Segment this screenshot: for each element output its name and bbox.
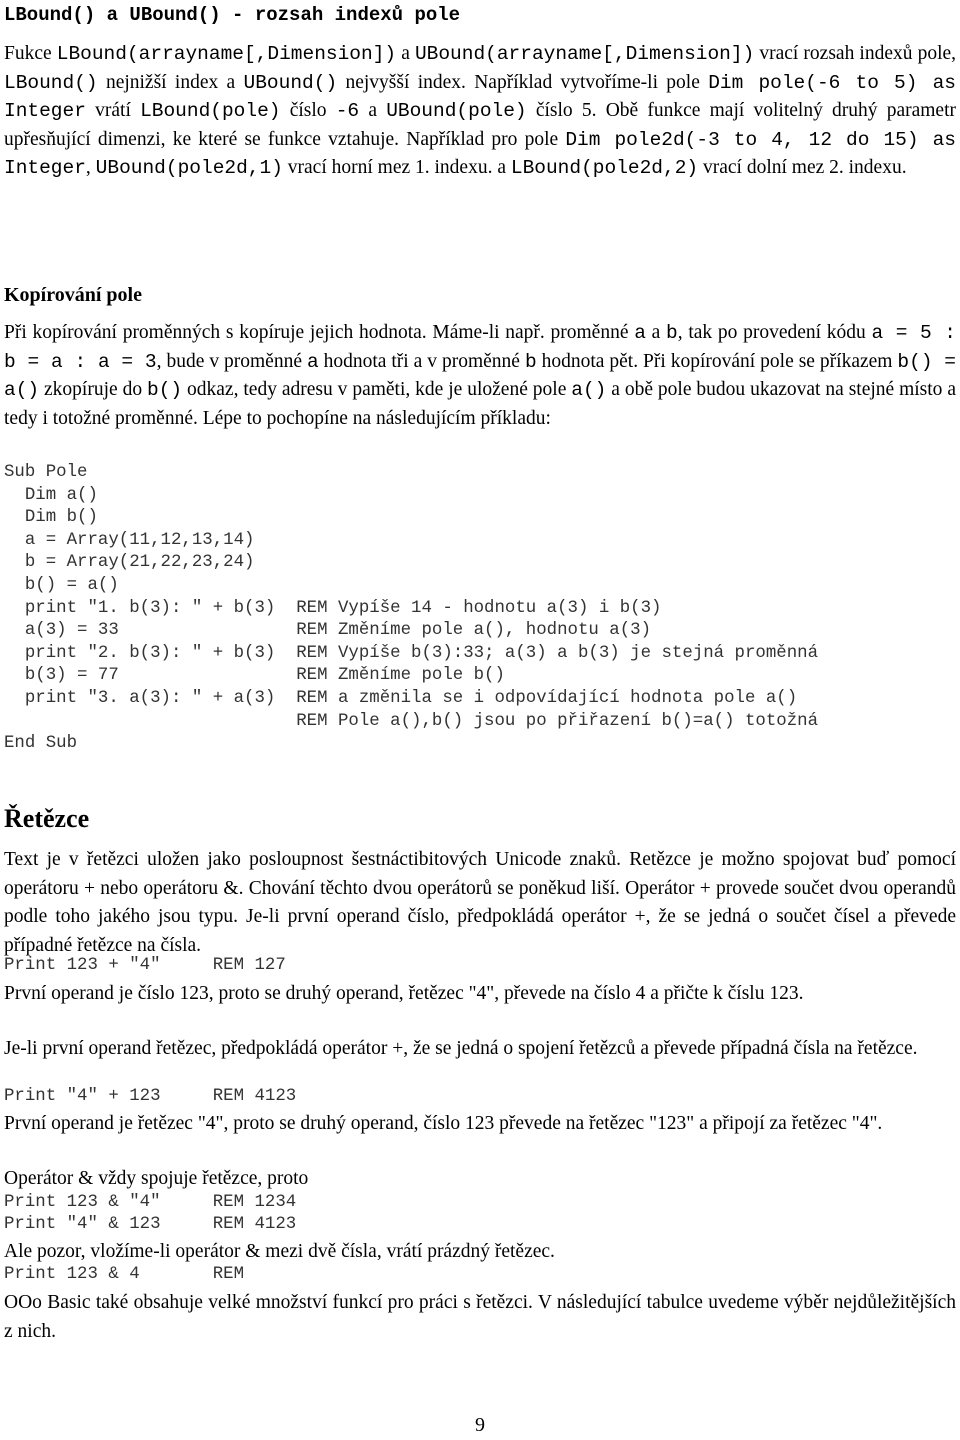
inline-code: a = 5 : b = a : a = 3 [4, 322, 956, 373]
text-run: hodnota tři a v proměnné [318, 350, 525, 372]
inline-code: UBound() [243, 71, 338, 94]
inline-code: Dim pole2d(-3 to 4, 12 do 15) as Integer [4, 128, 956, 179]
text-run: zkopíruje do [39, 379, 147, 400]
text-run: vrací dolní mez 2. indexu. [698, 157, 907, 178]
code-line: REM Pole a(),b() jsou po přiřazení b()=a() totožná [4, 711, 819, 731]
inline-code: LBound() [4, 71, 98, 94]
code-line: b() = a() [4, 575, 119, 595]
inline-code: -6 [335, 100, 360, 122]
text-run: hodnota pět. Při kopírování pole se příkazem [536, 350, 898, 372]
page-number: 9 [475, 1414, 485, 1436]
paragraph-first-operand-string: Je-li první operand řetězec, předpokládá operátor +, že se jedná o spojení řetězců a převede případná čísla na řetězce. [4, 1038, 918, 1059]
code-line: b(3) = 77 REM Změníme pole b() [4, 666, 505, 686]
text-run: odkaz, tedy adresu v paměti, kde je uložené pole [182, 379, 572, 400]
text-run: Fukce [4, 43, 57, 64]
code-line: Sub Pole [4, 463, 88, 482]
code-line: Dim a() [4, 485, 98, 505]
text-run: a [645, 322, 667, 343]
inline-code: b [524, 350, 537, 373]
code-line: a(3) = 33 REM Změníme pole a(), hodnotu a(3) [4, 621, 652, 641]
code-line: print "3. a(3): " + a(3) REM a změnila se i odpovídající hodnota pole a() [4, 688, 798, 708]
text-run: číslo 5. Obě funkce mají volitelný druhý parametr upřesňující dimenzi, ke které se funkce vztahuje. Například pro pole [4, 100, 956, 150]
text-run: nejvyšší index. Například vytvoříme-li pole [337, 71, 709, 93]
code-line-plus-number: Print 123 + "4" REM 127 [4, 956, 286, 975]
code-block-sub-pole [4, 462, 956, 756]
paragraph-retezce-intro: Text je v řetězci uložen jako posloupnost šestnáctibitových Unicode znaků. Retězce je možno spojovat buď pomocí operátoru + nebo operátoru &. Chování těchto dvou operátorů se poněkud liší. Operátor + provede součet dvou operandů podle toho jakého jsou typu. Je-li první operand číslo, předpokládá operátor +, že se jedná o součet čísel a převede případné řetězce na čísla. [4, 849, 956, 956]
paragraph-kopirovani-pole [4, 319, 956, 433]
inline-code: b() [147, 379, 183, 401]
paragraph-string-concat: První operand je řetězec "4", proto se druhý operand, číslo 123 převede na řetězec "123" a připojí za řetězec "4". [4, 1113, 883, 1134]
inline-code: UBound(arrayname[,Dimension]) [414, 43, 755, 65]
code-line: b = Array(21,22,23,24) [4, 553, 255, 573]
inline-code: b() = a() [4, 350, 957, 401]
section-title-lbound-ubound: LBound() a UBound() - rozsah indexů pole [4, 4, 461, 26]
text-run: vrací horní mez 1. indexu. a [282, 157, 511, 178]
code-line-amp-2: Print "4" & 123 REM 4123 [4, 1215, 297, 1234]
paragraph-first-operand-number: První operand je číslo 123, proto se druhý operand, řetězec "4", převede na číslo 4 a přičte k číslu 123. [4, 983, 804, 1004]
text-run: vrací rozsah indexů pole, [754, 43, 957, 64]
text-run: vrátí [85, 100, 141, 121]
code-line: End Sub [4, 734, 78, 754]
text-run: a [396, 43, 415, 64]
paragraph-ampersand-operator: Operátor & vždy spojuje řetězce, proto [4, 1168, 309, 1189]
section-title-kopirovani-pole: Kopírování pole [4, 284, 142, 306]
inline-code: Dim pole(-6 to 5) as Integer [4, 71, 957, 122]
inline-code: UBound(pole2d,1) [95, 157, 283, 179]
paragraph-string-functions: OOo Basic také obsahuje velké množství funkcí pro práci s řetězci. V následující tabulce uvedeme výběr nejdůležitějších z nich. [4, 1292, 956, 1342]
code-line: print "1. b(3): " + b(3) REM Vypíše 14 - hodnotu a(3) i b(3) [4, 598, 662, 618]
code-line-amp-1: Print 123 & "4" REM 1234 [4, 1193, 297, 1212]
paragraph-lbound-ubound [4, 40, 956, 183]
inline-code: a [306, 350, 319, 373]
inline-code: a [634, 322, 646, 344]
text-run: číslo [280, 100, 336, 121]
code-line-plus-string: Print "4" + 123 REM 4123 [4, 1087, 297, 1106]
paragraph-empty-string-warning: Ale pozor, vložíme-li operátor & mezi dvě čísla, vrátí prázdný řetězec. [4, 1241, 555, 1262]
code-line: a = Array(11,12,13,14) [4, 530, 255, 550]
inline-code: UBound(pole) [386, 100, 527, 122]
text-run: a [359, 100, 387, 121]
code-line: print "2. b(3): " + b(3) REM Vypíše b(3):33; a(3) a b(3) je stejná proměnná [4, 643, 819, 663]
text-run: a obě pole budou ukazovat na stejné místo a tedy i totožné proměnné. Lépe to pochopíne na následujícím příkladu: [4, 379, 956, 429]
section-title-retezce: Řetězce [4, 804, 90, 833]
inline-code: LBound(arrayname[,Dimension]) [56, 43, 397, 65]
inline-code: LBound(pole2d,2) [510, 157, 699, 179]
code-line-amp-numbers: Print 123 & 4 REM [4, 1265, 245, 1284]
inline-code: LBound(pole) [140, 100, 281, 122]
text-run: Při kopírování proměnných s kopíruje jejich hodnota. Máme-li např. proměnné [4, 322, 635, 343]
inline-code: b [666, 322, 678, 344]
inline-code: a() [571, 379, 607, 401]
text-run: , bude v proměnné [156, 350, 307, 372]
text-run: , tak po provedení kódu [677, 322, 872, 343]
text-run: nejnižší index a [97, 71, 244, 93]
text-run: , [85, 157, 96, 178]
code-line: Dim b() [4, 508, 98, 528]
